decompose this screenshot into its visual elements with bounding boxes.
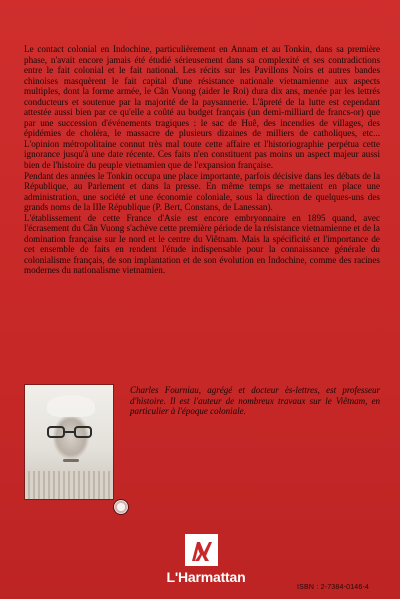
harmattan-logo-icon: [185, 534, 218, 566]
publisher-name: L'Harmattan: [166, 569, 246, 585]
photo-hair: [47, 395, 95, 417]
photo-shirt: [25, 471, 113, 499]
round-seal-icon: [113, 499, 129, 515]
body-text: [24, 44, 380, 276]
body-paragraph-1: Le contact colonial en Indochine, particulièrement en Annam et au Tonkin, dans sa première phase, n'avait encore jamais été étudié sérieusement dans sa complexité et ses contradictions entre le fait colonial et le fait national. Les récits sur les Pavillons Noirs et autres bandes chinoises masquèrent le fait capital d'une résistance nationale vietnamienne aux aspects multiples, dont la forme armée, le Cân Vuong (aider le Roi) dura dix ans, menée par les lettrés conducteurs et soutenue par la majorité de la paysannerie. L'âpreté de la lutte est cependant attestée aussi bien par ce qu'elle a coûté au budget français (un demi-milliard de francs-or) que par une succession d'événements tragiques : le sac de Huê, des incendies de villages, des épidémies de choléra, le massacre de plusieurs dizaines de milliers de catholiques, etc... L'opinion métropolitaine connut très mal toute cette affaire et l'historiographie perpétua cette ignorance jusqu'à une date récente. Ces faits n'en constituent pas moins un aspect majeur aussi bien de l'histoire du peuple vietnamien que de l'expansion française.: [24, 44, 380, 171]
body-paragraph-3: L'établissement de cette France d'Asie est encore embryonnaire en 1895 quand, avec l'écrasement du Cân Vuong s'achève cette première période de la résistance vietnamienne et de la domination française sur le nord et le centre du Viêtnam. Mais la spécificité et l'importance de cet ensemble de faits en rendent l'étude indispensable pour la connaissance générale du colonialisme français, de son implantation et de son évolution en Indochine, comme des racines modernes du nationalisme vietnamien.: [24, 212, 380, 276]
author-photo: [24, 384, 114, 500]
body-paragraph-2: Pendant des années le Tonkin occupa une place importante, parfois décisive dans les débats de la République, au Parlement et dans la presse. En même temps se mettaient en place une administration, une société et une économie coloniale, sous la direction de quelques-uns des grands noms de la IIIe République (P. Bert, Constans, de Lanessan).: [24, 170, 380, 213]
photo-mouth: [63, 459, 79, 462]
photo-glasses: [47, 426, 95, 440]
author-bio: Charles Fourniau, agrégé et docteur ès-lettres, est professeur d'histoire. Il est l'auteur de nombreux travaux sur le Viêtnam, en particulier à l'époque coloniale.: [130, 385, 380, 417]
isbn-text: ISBN : 2-7384-0146-4: [297, 584, 370, 591]
